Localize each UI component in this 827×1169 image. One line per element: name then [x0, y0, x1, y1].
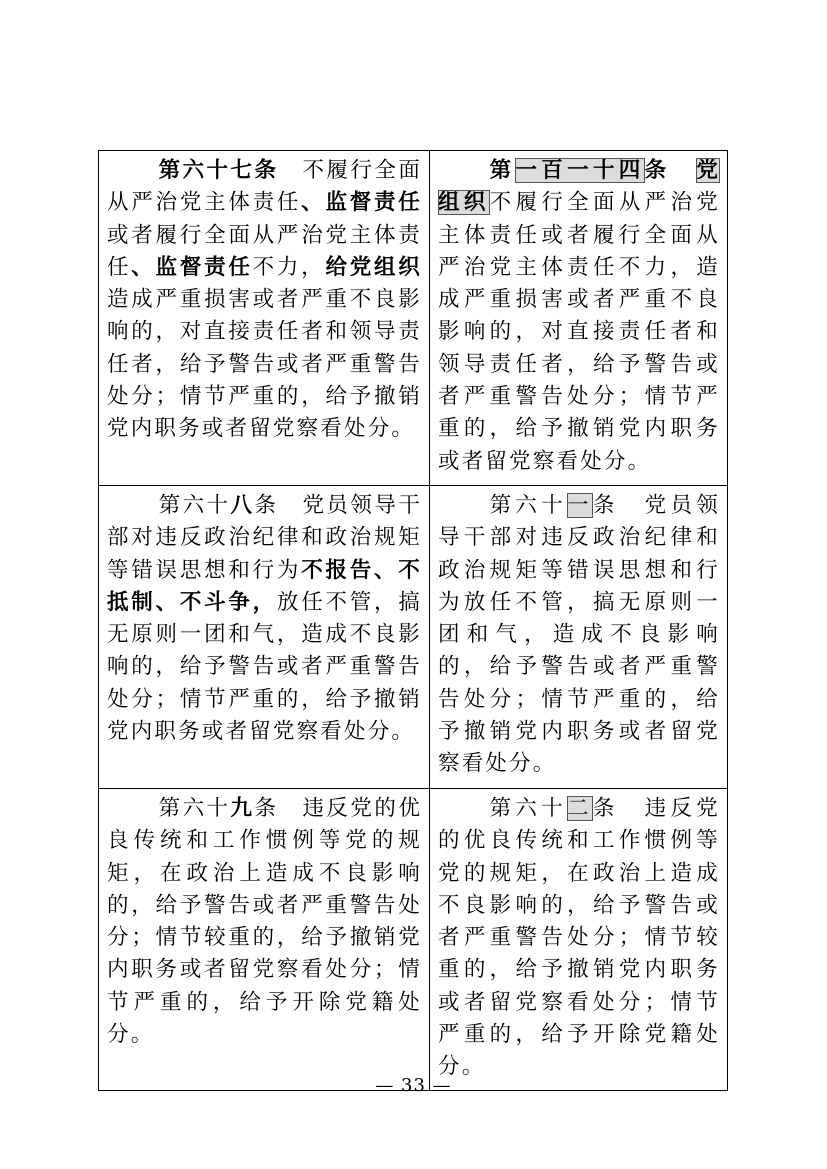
text-run: 九 — [230, 796, 255, 821]
comparison-table — [98, 150, 728, 1091]
text-run: 条 — [254, 158, 279, 183]
text-run: 给党组织 — [325, 254, 422, 280]
comparison-row — [99, 486, 728, 789]
text-run: 不力， — [252, 254, 326, 280]
text-run: 八 — [230, 493, 255, 518]
old-article-67 — [99, 151, 430, 486]
comparison-row — [99, 789, 728, 1091]
text-run: 党员领导干部对违反政治纪律和政治规矩等错误思想和行为放任不管，搞无原则一团和气，造成不良影响的，给予警告或者严重警告处分；情节严重的，给予撤销党内职务或者留党察看处分。 — [438, 493, 721, 777]
text-run: 、监督责任 — [131, 254, 253, 280]
article-text — [107, 490, 422, 748]
text-run: 违反党的优良传统和工作惯例等党的规矩，在政治上造成不良影响的，给予警告或者严重警告处分；情节较重的，给予撤销党内职务或者留党察看处分；情节严重的，给予开除党籍处分。 — [107, 796, 423, 1048]
text-run: 条 — [254, 493, 279, 518]
text-run: 或者履行全面从严治党主体责任 — [107, 222, 422, 280]
highlighted-change: 二 — [567, 796, 593, 821]
article-text — [107, 793, 422, 1051]
old-article-69 — [99, 789, 430, 1091]
text-run: 条 — [592, 493, 619, 518]
text-run: 第六十 — [158, 796, 231, 821]
comparison-row — [99, 151, 728, 486]
highlighted-change: 党组织 — [438, 158, 721, 216]
old-article-68 — [99, 486, 430, 789]
text-run: 条 — [644, 158, 671, 183]
highlighted-change: 一百一十四 — [515, 158, 645, 183]
highlighted-change: 一 — [567, 493, 593, 518]
text-run: 第六十 — [489, 493, 568, 518]
text-run: 第六十 — [489, 796, 568, 821]
text-run: 放任不管，搞无原则一团和气，造成不良影响的，给予警告或者严重警告处分；情节严重的，给予撤销党内职务或者留党察看处分。 — [107, 589, 422, 745]
new-article-61 — [430, 486, 728, 789]
article-text — [107, 155, 422, 446]
text-run: 条 — [592, 796, 619, 821]
new-article-62 — [430, 789, 728, 1091]
text-run: 不报告、不抵制、不斗争， — [107, 557, 422, 615]
article-text — [438, 155, 720, 478]
text-run: 条 — [254, 796, 279, 821]
page-number: — 33 — — [375, 1075, 452, 1096]
text-run: 不履行全面从严治党主体责任 — [107, 158, 423, 216]
text-run: 造成严重损害或者严重不良影响的，对直接责任者和领导责任者，给予警告或者严重警告处分；情节严重的，给予撤销党内职务或者留党察看处分。 — [107, 287, 422, 442]
text-run: 第六十 — [158, 493, 231, 518]
text-run: 党员领导干部对违反政治纪律和政治规矩等错误思想和行为 — [107, 493, 423, 583]
text-run: 第 — [158, 158, 183, 183]
text-run: 、监督责任 — [301, 190, 422, 216]
text-run — [670, 158, 696, 183]
text-run: 第 — [489, 158, 516, 183]
text-run: 六十七 — [182, 158, 255, 183]
text-run: 不履行全面从严治党主体责任或者履行全面从严治党主体责任不力，造成严重损害或者严重不良影响的，对直接责任者和领导责任者，给予警告或者严重警告处分；情节严重的，给予撤销党内职务或者留党察看处分。 — [438, 190, 720, 474]
article-text — [438, 490, 720, 781]
article-text — [438, 793, 720, 1084]
text-run: 违反党的优良传统和工作惯例等党的规矩，在政治上造成不良影响的，给予警告或者严重警告处分；情节较重的，给予撤销党内职务或者留党察看处分；情节严重的，给予开除党籍处分。 — [438, 796, 721, 1080]
new-article-114 — [430, 151, 728, 486]
